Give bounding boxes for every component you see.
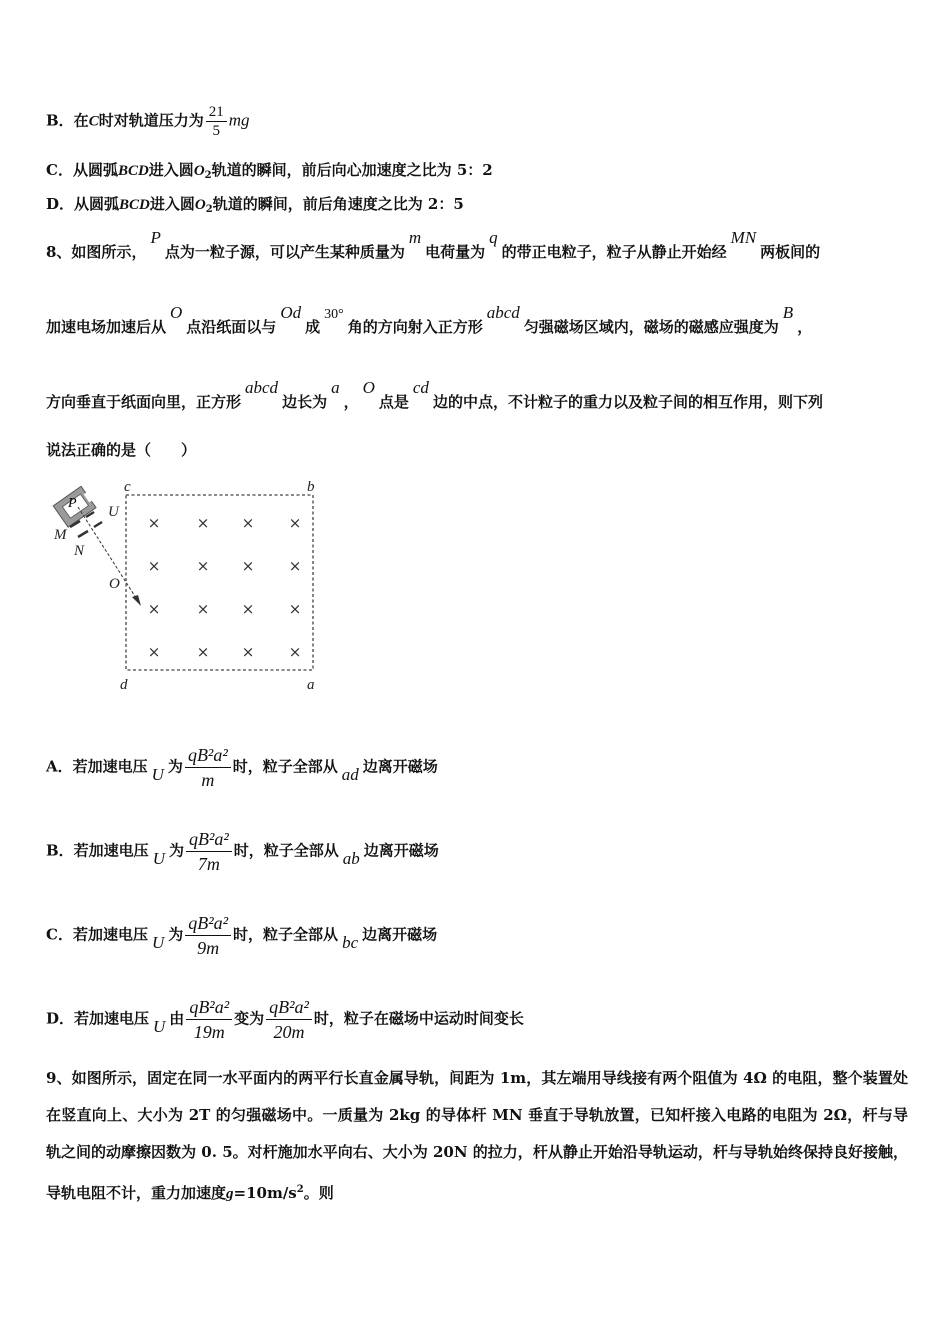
math-var: O xyxy=(170,303,183,322)
math-var: ad xyxy=(341,764,359,784)
option-text: 为 xyxy=(168,925,184,944)
field-cross: × xyxy=(241,514,255,532)
math-var: U xyxy=(152,848,165,868)
stem-text: 成 xyxy=(305,318,321,336)
stem-text: 加速电场加速后从 xyxy=(46,318,167,336)
stem-text: 点沿纸面以与 xyxy=(186,318,277,336)
option-text: 进入圆 xyxy=(148,161,194,179)
field-cross: × xyxy=(147,557,161,575)
stem-text: 匀强磁场区域内，磁场的磁感应强度为 xyxy=(523,318,779,336)
option-text: 进入圆 xyxy=(149,195,195,213)
option-text: 时，粒子全部从 xyxy=(232,757,338,776)
stem-text: 角的方向射入正方形 xyxy=(347,318,483,336)
particle-trajectory xyxy=(78,507,138,601)
q8-option-d xyxy=(46,995,524,1044)
math-var: ab xyxy=(342,848,360,868)
field-cross: × xyxy=(147,514,161,532)
particle-source xyxy=(53,486,96,527)
q8-stem-line-4: 说法正确的是（ ） xyxy=(46,441,197,459)
stem-text: 9、如图所示，固定在同一水平面内的两平行长直金属导轨，间距为 1m，其左端用导线接有两个阻值为 4Ω 的电阻，整个装置处在竖直向上、大小为 2T 的匀强磁场中。一质量为 2kg 的导体杆 MN 垂直于导轨放置，已知杆接入电路的电阻为 2Ω，杆与导轨之间的动摩擦因数为 0. 5。对杆施加水平向右、大小为 20N 的拉力，杆从静止开始沿导轨运动，杆与导轨始终保持良好接触，导轨电阻不计，重力加速度 xyxy=(46,1069,908,1202)
option-label: D．从圆弧 xyxy=(46,195,120,213)
math-var: g xyxy=(226,1186,234,1202)
stem-text: 的带正电粒子，粒子从静止开始经 xyxy=(501,243,727,261)
stem-text: 8、如图所示， xyxy=(46,243,147,261)
fraction xyxy=(185,911,231,960)
math-var: Od xyxy=(280,303,302,322)
math-var: P xyxy=(150,228,161,247)
option-text: 时对轨道压力为 xyxy=(98,111,204,130)
option-label: C．从圆弧 xyxy=(46,161,118,179)
fraction xyxy=(206,103,227,140)
option-text: 轨道的瞬间，前后向心加速度之比为 5：2 xyxy=(211,161,493,179)
field-cross: × xyxy=(288,643,302,661)
fraction-denominator: 20m xyxy=(273,1022,305,1042)
field-cross: × xyxy=(288,514,302,532)
label-u: U xyxy=(108,504,119,520)
option-text: 时，粒子全部从 xyxy=(233,925,339,944)
field-cross: × xyxy=(147,643,161,661)
stem-text: ， xyxy=(797,318,813,336)
option-text: 由 xyxy=(169,1009,185,1028)
math-var: BCD xyxy=(117,163,149,179)
q8-option-a xyxy=(46,743,438,792)
stem-text: 方向垂直于纸面向里，正方形 xyxy=(46,393,242,411)
fraction-numerator: qB²a² xyxy=(186,827,232,852)
math-angle: 30° xyxy=(324,307,344,322)
fraction-2 xyxy=(266,995,312,1044)
q8-option-b xyxy=(46,827,439,876)
fraction xyxy=(185,743,231,792)
math-var: O xyxy=(193,163,205,179)
math-var: BCD xyxy=(119,197,150,213)
trajectory-arrowhead xyxy=(132,595,141,606)
math-var: U xyxy=(151,932,165,952)
math-var: bc xyxy=(342,932,359,952)
stem-text: ， xyxy=(343,393,359,411)
field-cross: × xyxy=(196,514,210,532)
field-cross: × xyxy=(241,600,255,618)
subscript: 2 xyxy=(204,170,212,181)
fraction-denominator: 19m xyxy=(193,1022,225,1042)
math-var: C xyxy=(88,113,99,130)
stem-text: 两板间的 xyxy=(760,243,821,261)
option-text: 边离开磁场 xyxy=(363,841,439,860)
field-cross: × xyxy=(241,557,255,575)
q7-option-c xyxy=(46,163,493,179)
label-a: a xyxy=(307,677,315,693)
option-text: 时，粒子在磁场中运动时间变长 xyxy=(313,1009,524,1028)
math-var: U xyxy=(151,764,164,784)
stem-text: 电荷量为 xyxy=(425,243,486,261)
math-var: MN xyxy=(730,228,757,247)
field-crosses xyxy=(148,514,302,661)
fraction-numerator: qB²a² xyxy=(185,911,231,936)
fraction xyxy=(186,995,232,1044)
label-b: b xyxy=(307,479,315,495)
stem-text: 点为一粒子源，可以产生某种质量为 xyxy=(164,243,405,261)
field-cross: × xyxy=(288,600,302,618)
option-text: 轨道的瞬间，前后角速度之比为 2：5 xyxy=(212,195,464,213)
option-label: B．若加速电压 xyxy=(46,841,149,860)
q8-option-c xyxy=(46,911,437,960)
fraction-denominator: 5 xyxy=(212,123,220,139)
fraction-denominator: 7m xyxy=(197,854,220,874)
label-c: c xyxy=(124,479,131,495)
fraction-numerator: 21 xyxy=(206,103,227,122)
q7-option-d xyxy=(46,197,464,213)
field-cross: × xyxy=(147,600,161,618)
math-var: abcd xyxy=(245,378,279,397)
field-cross: × xyxy=(241,643,255,661)
fraction xyxy=(186,827,232,876)
math-var: O xyxy=(362,378,375,397)
option-label: C．若加速电压 xyxy=(46,925,148,944)
fraction-denominator: m xyxy=(201,770,215,790)
option-text: 变为 xyxy=(234,1009,265,1028)
option-label: A．若加速电压 xyxy=(46,757,148,776)
field-cross: × xyxy=(196,643,210,661)
math-var: q xyxy=(489,228,498,247)
stem-text: 点是 xyxy=(378,393,409,411)
stem-text: =10m/s xyxy=(233,1184,297,1202)
option-label: B．在 xyxy=(46,111,89,130)
q7-option-b xyxy=(46,103,250,140)
q8-stem-line-3 xyxy=(46,378,823,411)
magnetic-field-figure xyxy=(46,475,346,700)
stem-text: 边长为 xyxy=(282,393,328,411)
math-var: a xyxy=(331,378,340,397)
subscript: 2 xyxy=(205,204,213,215)
superscript: 2 xyxy=(296,1184,304,1195)
math-var: mg xyxy=(228,110,250,130)
field-cross: × xyxy=(288,557,302,575)
label-n: N xyxy=(74,543,85,559)
option-text: 为 xyxy=(167,757,183,776)
option-text: 时，粒子全部从 xyxy=(233,841,339,860)
fraction-numerator: qB²a² xyxy=(185,743,231,768)
option-text: 为 xyxy=(168,841,184,860)
math-var: abcd xyxy=(486,303,520,322)
label-o: O xyxy=(109,576,120,592)
q8-stem-line-2 xyxy=(46,303,813,336)
option-text: 边离开磁场 xyxy=(362,757,438,776)
fraction-numerator: qB²a² xyxy=(186,995,232,1020)
option-text: 边离开磁场 xyxy=(362,925,438,944)
fraction-denominator: 9m xyxy=(197,938,220,958)
q9-stem xyxy=(46,1060,908,1213)
label-m: M xyxy=(54,527,67,543)
label-p: P xyxy=(68,496,77,511)
option-label: D．若加速电压 xyxy=(46,1009,150,1028)
math-var: m xyxy=(408,228,422,247)
field-cross: × xyxy=(196,600,210,618)
stem-text: 边的中点，不计粒子的重力以及粒子间的相互作用，则下列 xyxy=(432,393,823,411)
math-var: U xyxy=(153,1016,166,1036)
math-var: cd xyxy=(412,378,429,397)
math-var: B xyxy=(782,303,794,322)
q8-stem-line-1 xyxy=(46,228,821,261)
fraction-numerator: qB²a² xyxy=(266,995,312,1020)
field-cross: × xyxy=(196,557,210,575)
math-var: O xyxy=(194,197,206,213)
label-d: d xyxy=(120,677,128,693)
stem-text: 。则 xyxy=(303,1184,334,1202)
